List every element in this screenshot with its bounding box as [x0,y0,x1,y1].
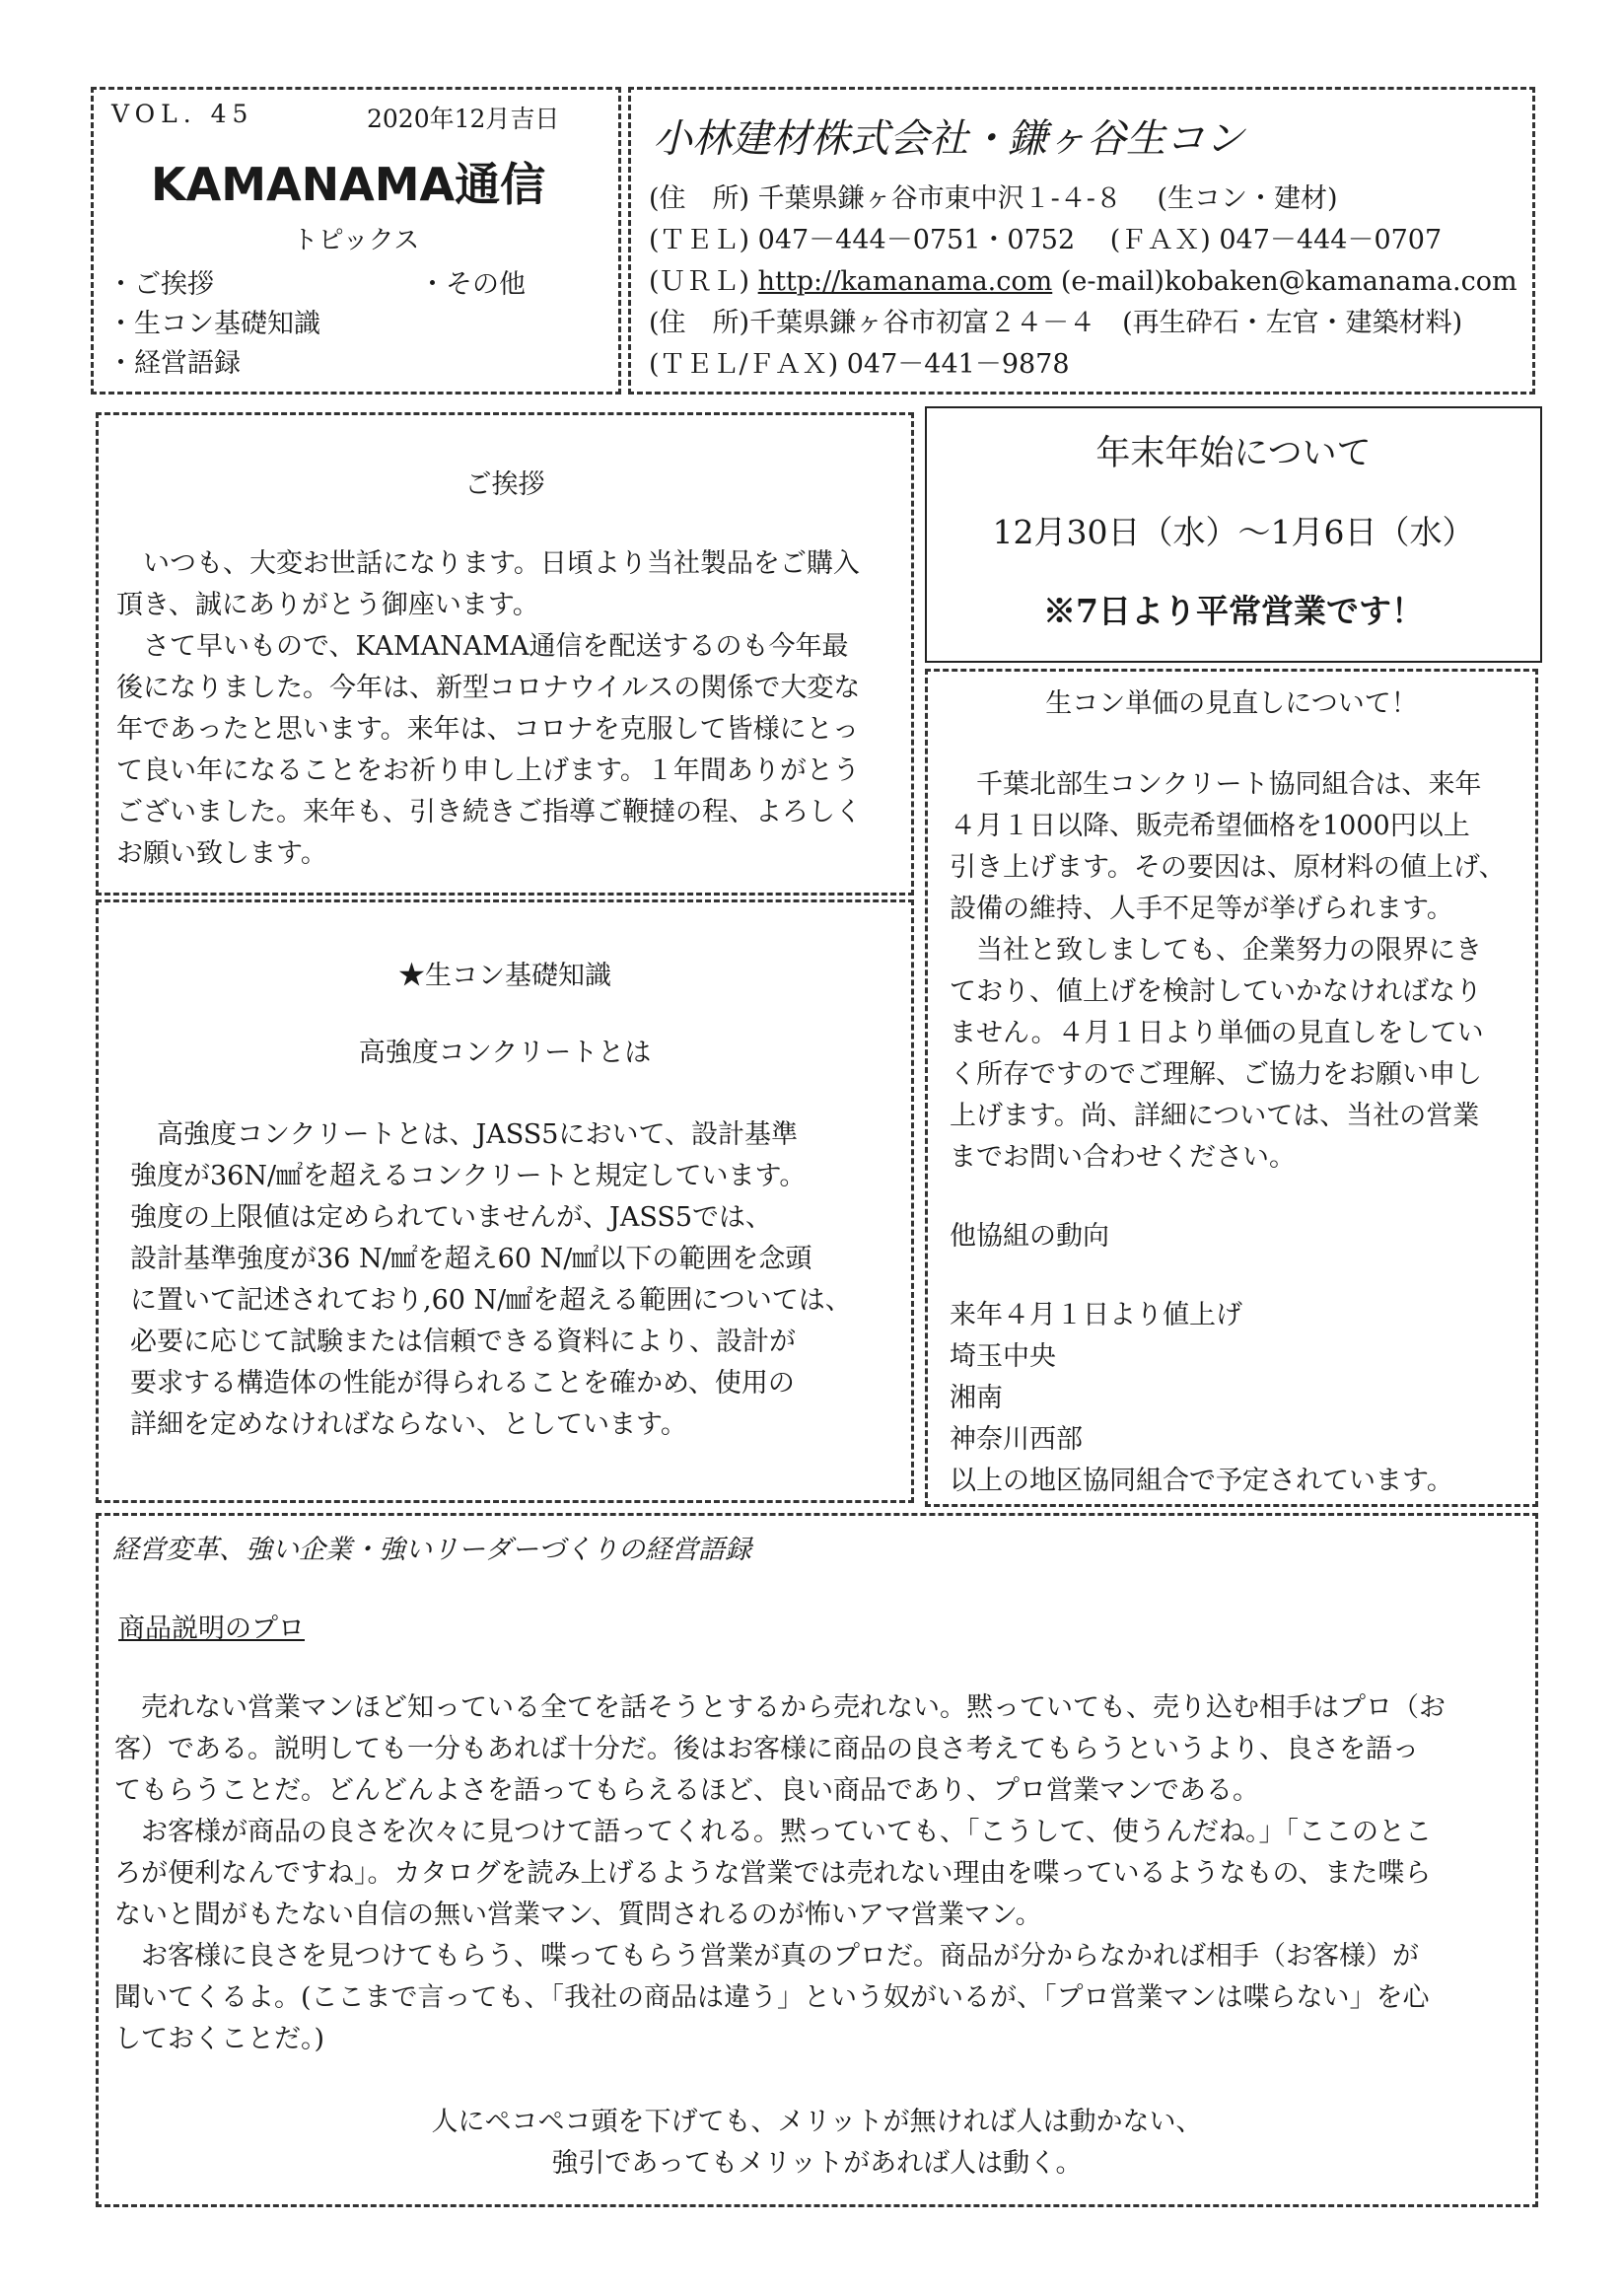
phone-fax-secondary: (ＴＥＬ/ＦＡＸ) 047－441－9878 [649,349,1070,380]
topics-label: トピックス [292,226,420,255]
knowledge-subheading: 高強度コンクリートとは [358,1038,652,1068]
price-line: 設備の維持、人手不足等が挙げられます。 [950,894,1453,924]
management-line: てもらうことだ。どんどんよさを語ってもらえるほど、良い商品であり、プロ営業マンである。 [114,1775,1259,1806]
company-info-box [628,87,1535,395]
price-line: ません。４月１日より単価の見直しをしてい [950,1018,1484,1048]
website-link[interactable]: http://kamanama.com [757,266,1053,297]
price-line: 上げます。尚、詳細については、当社の営業 [950,1101,1480,1131]
knowledge-line: 強度の上限値は定められていませんが、JASS5では、 [130,1202,773,1233]
year-end-notice-box [925,406,1542,663]
management-line: 売れない営業マンほど知っている全てを話そうとするから売れない。黙っていても、売り込む相手はプロ（お [114,1692,1446,1723]
management-quotes-box [96,1513,1538,2207]
address-secondary: (住 所)千葉県鎌ヶ谷市初富２４－４ (再生砕石・左官・建築材料) [649,308,1463,338]
knowledge-line: 要求する構造体の性能が得られることを確かめ、使用の [130,1368,795,1399]
knowledge-line: 必要に応じて試験または信頼できる資料により、設計が [130,1327,796,1357]
url-line [649,259,1517,298]
greeting-line: お願い致します。 [116,838,327,869]
management-line: ないと間がもたない自信の無い営業マン、質問されるのが怖いアマ営業マン。 [114,1900,1042,1930]
topic-item: ・生コン基礎知識 [107,309,320,339]
volume-number: VOL. 45 [111,100,254,128]
topic-item: ・その他 [419,269,526,300]
greeting-line: 後になりました。今年は、新型コロナウイルスの関係で大変な [116,673,861,703]
greeting-line: て良い年になることをお祈り申し上げます。１年間ありがとう [116,755,860,786]
other-cooperatives-line: 以上の地区協同組合で予定されています。 [950,1466,1453,1496]
price-line: までお問い合わせください。 [950,1142,1296,1173]
knowledge-line: 高強度コンクリートとは、JASS5において、設計基準 [130,1119,798,1150]
price-review-box [925,669,1538,1507]
holiday-dates: 12月30日（水）～1月6日（水） [992,513,1475,551]
knowledge-line: に置いて記述されており,60 N/㎟を超える範囲については、 [130,1285,852,1316]
masthead-box [91,87,621,395]
closing-quote-line: 人にペコペコ頭を下げても、メリットが無ければ人は動かない、 [431,2107,1203,2137]
management-line: 聞いてくるよ。(ここまで言っても、「我社の商品は違う」という奴がいるが、「プロ営業マンは喋らない」を心 [114,1982,1430,2013]
greeting-line: 頂き、誠にありがとう御座います。 [116,590,539,620]
company-name: 小林建材株式会社・鎌ヶ谷生コン [653,116,1244,162]
knowledge-line: 設計基準強度が36 N/㎟を超え60 N/㎟以下の範囲を念頭 [130,1244,812,1274]
topic-item: ・ご挨拶 [107,269,214,300]
management-line: お客様が商品の良さを次々に見つけて語ってくれる。黙っていても、「こうして、使うんだね。」「ここのとこ [114,1817,1432,1847]
management-line: しておくことだ。) [114,2024,325,2054]
business-resume-note: ※7日より平常営業です！ [1043,592,1424,630]
price-line: 引き上げます。その要因は、原材料の値上げ、 [950,852,1506,883]
email-text: (e-mail)kobaken@kamanama.com [1052,266,1517,297]
greeting-line: ございました。来年も、引き続きご指導ご鞭撻の程、よろしく [116,797,862,827]
greeting-heading: ご挨拶 [464,469,545,500]
price-line: く所存ですのでご理解、ご協力をお願い申し [950,1059,1482,1090]
issue-date: 2020年12月吉日 [367,105,560,133]
address-primary: (住 所) 千葉県鎌ヶ谷市東中沢１-４-８ (生コン・建材) [649,183,1338,214]
year-end-title: 年末年始について [1095,434,1372,473]
other-cooperatives-heading: 他協組の動向 [950,1221,1109,1252]
price-line: ており、値上げを検討していかなければなり [950,976,1482,1007]
other-cooperatives-line: 湘南 [950,1383,1003,1413]
greeting-box [96,412,914,896]
phone-fax-primary: (ＴＥＬ) 047－444－0751・0752 (ＦＡＸ) 047－444－0707 [649,225,1443,255]
management-line: ろが便利なんですね」。カタログを読み上げるような営業では売れない理由を喋っているようなもの、また喋ら [114,1858,1432,1889]
management-heading: 経営変革、強い企業・強いリーダーづくりの経営語録 [112,1535,751,1565]
price-heading: 生コン単価の見直しについて！ [1045,688,1418,719]
price-line: 当社と致しましても、企業努力の限界にき [950,935,1482,966]
management-line: 客）である。説明しても一分もあれば十分だ。後はお客様に商品の良さ考えてもらうというより、良さを語っ [114,1734,1419,1764]
concrete-knowledge-box [96,899,914,1503]
price-line: 千葉北部生コンクリート協同組合は、来年 [950,769,1482,800]
knowledge-line: 強度が36N/㎟を超えるコンクリートと規定しています。 [130,1161,807,1191]
closing-quote-line: 強引であってもメリットがあれば人は動く。 [551,2148,1083,2179]
knowledge-line: 詳細を定めなければならない、としています。 [130,1409,687,1440]
other-cooperatives-line: 埼玉中央 [950,1341,1056,1372]
other-cooperatives-line: 神奈川西部 [950,1424,1083,1455]
knowledge-heading: ★生コン基礎知識 [398,961,611,991]
url-label: (ＵＲＬ) [649,266,758,297]
greeting-line: 年であったと思います。来年は、コロナを克服して皆様にとっ [116,714,860,745]
topic-item: ・経営語録 [107,348,241,379]
other-cooperatives-line: 来年４月１日より値上げ [950,1300,1242,1330]
management-line: お客様に良さを見つけてもらう、喋ってもらう営業が真のプロだ。商品が分からなかれば相手（お客様）が [114,1941,1419,1972]
greeting-line: いつも、大変お世話になります。日頃より当社製品をご購入 [116,548,860,579]
management-subheading: 商品説明のプロ [118,1614,305,1644]
price-line: ４月１日以降、販売希望価格を1000円以上 [950,811,1470,841]
greeting-line: さて早いもので、KAMANAMA通信を配送するのも今年最 [116,631,849,662]
newsletter-title: KAMANAMA通信 [151,158,546,211]
